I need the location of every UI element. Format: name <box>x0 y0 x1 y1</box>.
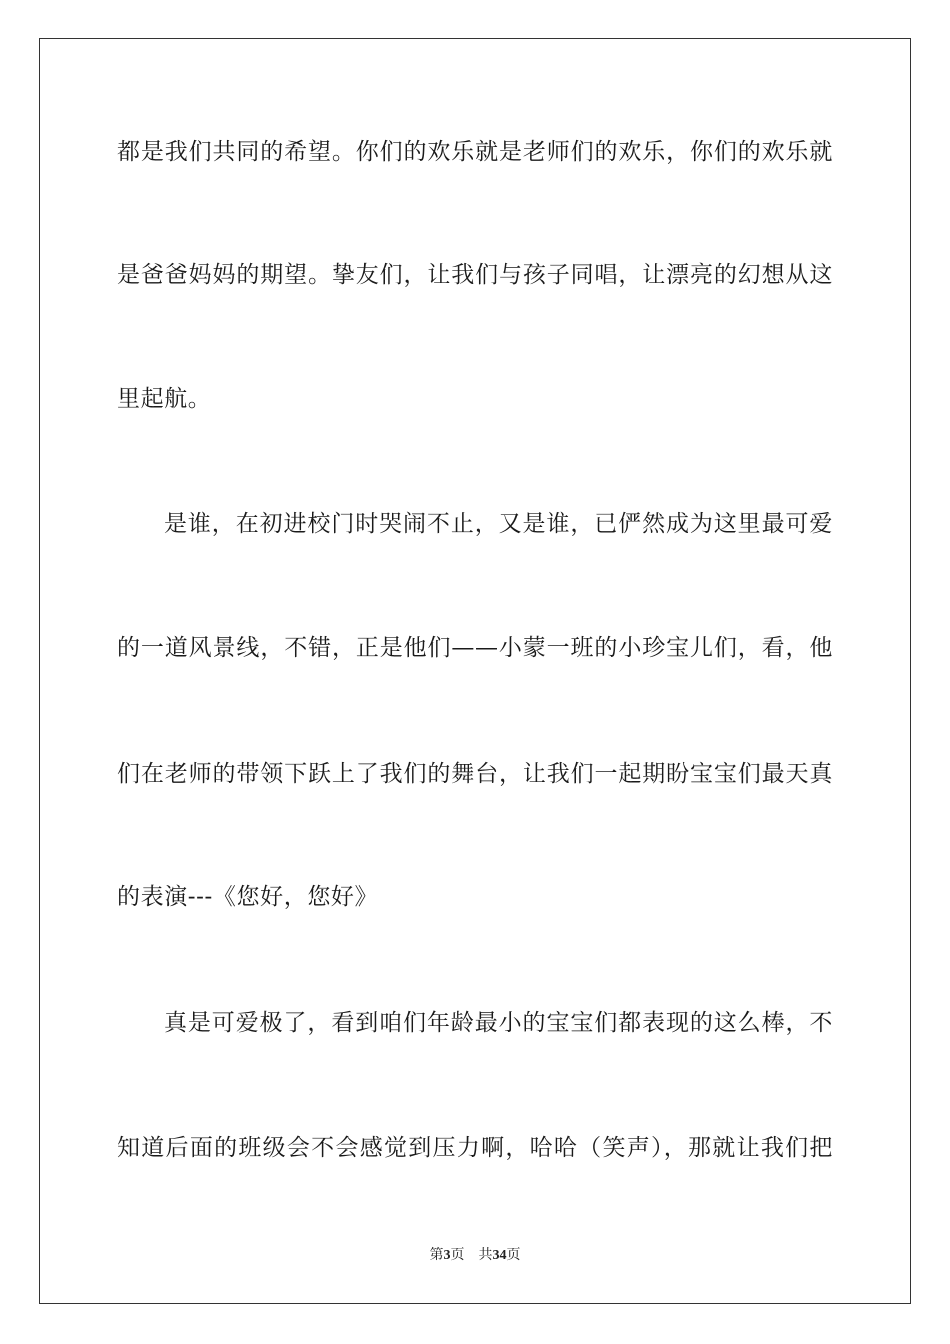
paragraph-2-line-3: 们在老师的带领下跃上了我们的舞台，让我们一起期盼宝宝们最天真 <box>117 761 833 787</box>
footer-total-suffix: 页 <box>506 1247 521 1263</box>
paragraph-3-line-2: 知道后面的班级会不会感觉到压力啊，哈哈（笑声），那就让我们把 <box>117 1135 833 1161</box>
footer-page-number: 3 <box>443 1248 451 1263</box>
paragraph-2-line-4: 的表演---《您好，您好》 <box>117 884 379 910</box>
footer-total-prefix: 共 <box>478 1247 493 1263</box>
paragraph-2-line-1: 是谁，在初进校门时哭闹不止，又是谁，已俨然成为这里最可爱 <box>164 511 833 537</box>
footer-page-prefix: 第 <box>429 1247 444 1263</box>
footer-total-pages: 34 <box>492 1248 507 1263</box>
footer-page-suffix: 页 <box>450 1247 465 1263</box>
paragraph-3-line-1: 真是可爱极了，看到咱们年龄最小的宝宝们都表现的这么棒，不 <box>164 1010 833 1036</box>
page-border <box>39 38 911 1304</box>
text-line-2: 是爸爸妈妈的期望。挚友们，让我们与孩子同唱，让漂亮的幻想从这 <box>117 262 833 288</box>
text-line-1: 都是我们共同的希望。你们的欢乐就是老师们的欢乐，你们的欢乐就 <box>117 139 833 165</box>
paragraph-2-line-2: 的一道风景线，不错，正是他们——小蒙一班的小珍宝儿们，看，他 <box>117 635 833 661</box>
text-line-3: 里起航。 <box>117 386 212 412</box>
page-footer <box>0 1245 950 1266</box>
